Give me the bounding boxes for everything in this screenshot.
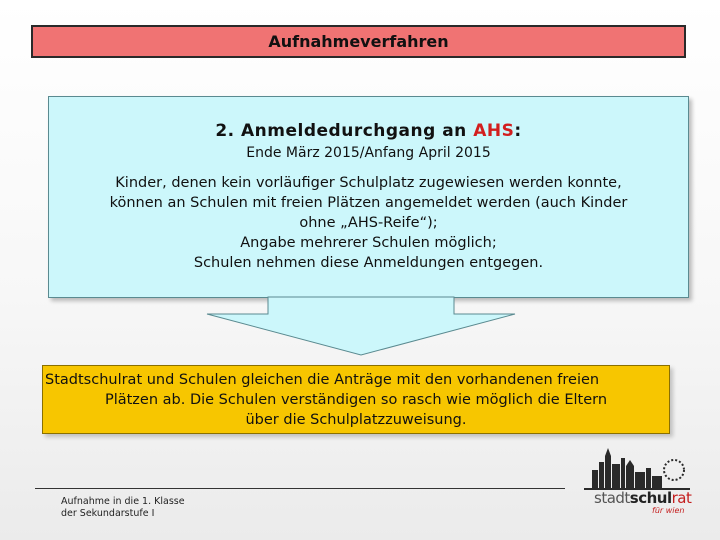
logo-part-rat: rat [671,489,692,507]
info-body-line: Angabe mehrerer Schulen möglich; [240,235,497,251]
result-line: Plätzen ab. Die Schulen verständigen so rasch wie möglich die Eltern [104,392,608,408]
info-body [49,173,688,273]
result-box [42,365,670,434]
result-line: über die Schulplatzzuweisung. [245,412,467,428]
info-box [48,96,689,298]
down-arrow-icon [206,296,516,356]
result-line: Stadtschulrat und Schulen gleichen die Anträge mit den vorhandenen freien [45,372,600,388]
footer-divider [35,488,565,489]
logo-part-schul: schul [629,489,672,507]
info-date: Ende März 2015/Anfang April 2015 [246,145,491,161]
logo-part-stadt: stadt [594,489,630,507]
info-body-line: Schulen nehmen diese Anmeldungen entgegen. [193,255,544,271]
info-heading [49,121,688,141]
page-title-bar [31,25,686,58]
footer-line: der Sekundarstufe I [61,508,155,519]
logo-subtitle: für wien [652,506,685,515]
info-heading-prefix: 2. Anmeldedurchgang an [215,121,474,141]
page-title: Aufnahmeverfahren [268,32,449,51]
info-body-line: können an Schulen mit freien Plätzen angemeldet werden (auch Kinder [109,195,628,211]
logo-wordmark [594,489,691,507]
skyline-logo-icon [584,444,690,490]
info-heading-highlight: AHS [473,121,515,141]
info-body-line: Kinder, denen kein vorläufiger Schulplatz zugewiesen werden konnte, [115,175,622,191]
info-heading-suffix: : [514,121,522,141]
footer-caption [61,496,185,520]
info-body-line: ohne „AHS-Reife“); [299,215,438,231]
footer-line: Aufnahme in die 1. Klasse [61,496,185,507]
